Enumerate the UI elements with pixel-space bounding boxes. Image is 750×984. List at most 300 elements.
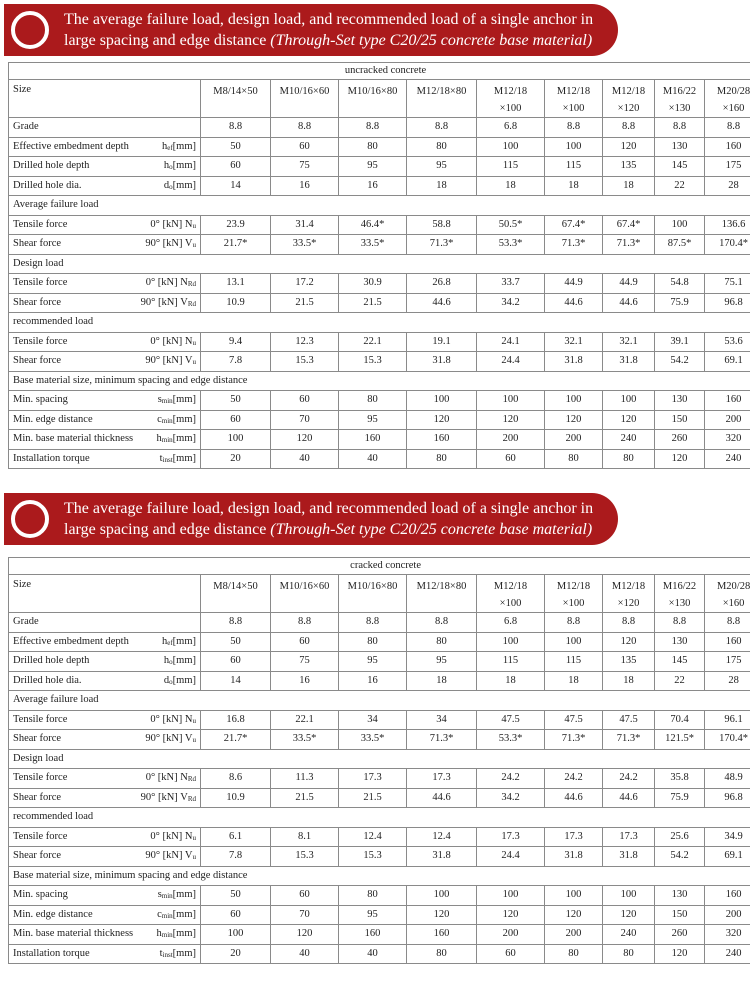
value-cell: 7.8 [201,352,271,372]
value-cell: 60 [271,632,339,652]
value-cell: 75 [271,652,339,672]
value-cell: 120 [407,905,477,925]
value-cell: 135 [603,157,655,177]
value-cell: 40 [339,944,407,964]
design-shear-row [9,788,750,808]
value-cell: 26.8 [407,274,477,294]
grade-row [9,613,750,633]
min-spacing-label-symbol [158,888,196,903]
avg-tensile-label [9,215,201,235]
value-cell: 95 [339,652,407,672]
size-line-2: ×130 [668,598,691,609]
size-line-2: ×120 [617,598,640,609]
size-line-1: M12/18 [611,581,646,592]
value-cell: 200 [705,905,750,925]
size-header-row [9,575,750,613]
embed-row [9,137,750,157]
design-load-heading: Design load [9,749,750,769]
hole-depth-label [9,157,201,177]
symbol-subscript: Rd [187,794,196,803]
circle-bullet-icon [11,11,49,49]
value-cell: 18 [477,176,545,196]
symbol-unit: [mm] [172,160,196,171]
symbol-unit: [mm] [172,452,196,464]
size-line-1: M12/18 [493,86,528,97]
symbol-letter: h [163,655,170,666]
min-edge-label-symbol [157,908,196,923]
value-cell: 24.4 [477,847,545,867]
value-cell: 44.6 [603,788,655,808]
avg-shear-label-symbol [145,237,196,252]
size-header-cell [477,575,545,613]
value-cell: 33.7 [477,274,545,294]
value-cell: 10.9 [201,293,271,313]
recommended-load-heading: recommended load [9,808,750,828]
symbol-subscript: o [169,658,173,666]
symbol-letter: h [161,635,168,647]
value-cell: 200 [477,925,545,945]
table-caption: uncracked concrete [9,63,750,80]
value-cell: 71.3* [545,730,603,750]
value-cell: 170.4* [705,730,750,750]
value-cell: 95 [407,652,477,672]
value-cell: 320 [705,925,750,945]
size-header-cell [339,80,407,118]
value-cell: 120 [603,410,655,430]
size-line-1: M10/16×60 [279,86,330,97]
value-cell: 145 [655,652,705,672]
symbol-subscript: u [192,736,196,744]
value-cell: 24.1 [477,332,545,352]
size-line-2: ×120 [617,103,640,114]
symbol-unit: [kN] [157,791,178,803]
value-cell: 160 [705,137,750,157]
banner-line-1: The average failure load, design load, and recommended load of a single anchor in [64,500,594,517]
value-cell: 33.5* [339,235,407,255]
value-cell: 16 [339,671,407,691]
value-cell: 31.8 [407,352,477,372]
value-cell: 8.8 [655,613,705,633]
design-load-row [9,749,750,769]
rec-tensile-label-text: Tensile force [13,335,68,347]
rec-tensile-label-text: Tensile force [13,830,68,842]
value-cell: 14 [201,671,271,691]
symbol-unit: [mm] [172,394,196,405]
value-cell: 31.8 [603,352,655,372]
min-edge-label-text: Min. edge distance [13,413,93,425]
value-cell: 200 [705,410,750,430]
value-cell: 80 [603,944,655,964]
value-cell: 35.8 [655,769,705,789]
value-cell: 58.8 [407,215,477,235]
torque-row [9,449,750,469]
rec-tensile-row [9,332,750,352]
value-cell: 170.4* [705,235,750,255]
avg-shear-row [9,235,750,255]
symbol-letter: c [157,908,162,920]
torque-label [9,449,201,469]
symbol-unit: [kN] [162,830,183,842]
table-caption: cracked concrete [9,558,750,575]
value-cell: 33.5* [271,235,339,255]
min-edge-label-text: Min. edge distance [13,908,93,920]
value-cell: 145 [655,157,705,177]
value-cell: 18 [545,671,603,691]
symbol-angle: 0° [150,335,160,347]
value-cell: 6.1 [201,827,271,847]
symbol-subscript: ef [167,638,173,647]
design-tensile-label [9,274,201,294]
rec-tensile-label [9,827,201,847]
hole-dia-row [9,671,750,691]
hole-dia-label-text: Drilled hole dia. [13,674,82,686]
value-cell: 240 [603,925,655,945]
design-tensile-row [9,769,750,789]
value-cell: 21.5 [271,293,339,313]
design-shear-row [9,293,750,313]
value-cell: 100 [477,886,545,906]
size-line-1: M12/18×80 [416,86,467,97]
symbol-letter: V [184,355,193,366]
value-cell: 136.6 [705,215,750,235]
circle-bullet-icon [11,500,49,538]
size-header-cell [271,575,339,613]
size-line-1: M10/16×60 [279,581,330,592]
value-cell: 115 [477,652,545,672]
symbol-subscript: u [192,833,196,842]
value-cell: 24.2 [545,769,603,789]
recommended-load-row [9,808,750,828]
banner-line-2-italic: (Through-Set type C20/25 concrete base material) [270,32,593,49]
design-tensile-label [9,769,201,789]
symbol-letter: t [159,452,163,464]
size-header-cell [603,575,655,613]
value-cell: 175 [705,157,750,177]
design-shear-label-text: Shear force [13,296,62,308]
embed-label-text: Effective embedment depth [13,140,129,152]
value-cell: 53.6 [705,332,750,352]
torque-label-text: Installation torque [13,947,90,959]
symbol-angle: 90° [145,733,161,744]
size-header-cell [705,575,750,613]
value-cell: 120 [271,430,339,450]
banner-line-2: large spacing and edge distance [64,32,271,49]
size-line-1: M16/22 [662,581,697,592]
data-table [8,62,750,469]
value-cell: 100 [545,886,603,906]
value-cell: 31.8 [545,352,603,372]
symbol-subscript: Rd [187,280,196,288]
value-cell: 6.8 [477,613,545,633]
torque-row [9,944,750,964]
avg-shear-label-symbol [145,732,196,747]
rec-shear-row [9,847,750,867]
size-line-2: ×100 [562,598,585,609]
symbol-letter: V [180,296,188,308]
min-spacing-row [9,391,750,411]
value-cell: 34 [407,710,477,730]
symbol-subscript: u [192,241,196,249]
symbol-angle: 0° [145,772,156,783]
value-cell: 18 [477,671,545,691]
value-cell: 8.8 [339,613,407,633]
value-cell: 60 [477,944,545,964]
value-cell: 120 [271,925,339,945]
value-cell: 21.5 [271,788,339,808]
value-cell: 8.8 [545,118,603,138]
grade-label-text: Grade [13,121,39,133]
value-cell: 10.9 [201,788,271,808]
symbol-subscript: ef [167,143,173,152]
value-cell: 75.1 [705,274,750,294]
symbol-unit: [kN] [162,733,183,744]
value-cell: 70 [271,410,339,430]
symbol-subscript: min [161,416,173,425]
symbol-letter: N [184,713,193,725]
banner-line-2-italic: (Through-Set type C20/25 concrete base material) [270,521,593,538]
value-cell: 18 [603,671,655,691]
value-cell: 12.4 [407,827,477,847]
design-shear-label-symbol [141,791,196,806]
grade-label-text: Grade [13,616,39,628]
avg-shear-label [9,730,201,750]
size-label: Size [9,80,201,118]
data-table [8,557,750,964]
grade-label [9,118,201,138]
value-cell: 100 [407,886,477,906]
value-cell: 54.8 [655,274,705,294]
value-cell: 44.6 [545,788,603,808]
value-cell: 17.2 [271,274,339,294]
value-cell: 8.8 [201,613,271,633]
value-cell: 115 [477,157,545,177]
value-cell: 40 [271,449,339,469]
symbol-letter: h [156,928,162,939]
min-thick-label-symbol [157,927,196,942]
value-cell: 17.3 [477,827,545,847]
value-cell: 8.8 [407,613,477,633]
value-cell: 25.6 [655,827,705,847]
hole-dia-label [9,671,201,691]
embed-label-symbol [162,140,196,155]
value-cell: 71.3* [407,235,477,255]
symbol-subscript: Rd [187,299,196,308]
value-cell: 71.3* [545,235,603,255]
value-cell: 40 [339,449,407,469]
value-cell: 80 [545,944,603,964]
value-cell: 18 [545,176,603,196]
value-cell: 46.4* [339,215,407,235]
symbol-unit: [mm] [172,908,196,920]
value-cell: 160 [339,430,407,450]
value-cell: 100 [477,391,545,411]
size-header-cell [545,80,603,118]
value-cell: 60 [477,449,545,469]
symbol-subscript: u [192,358,196,366]
base-material-row [9,866,750,886]
value-cell: 260 [655,430,705,450]
hole-dia-row [9,176,750,196]
size-label: Size [9,575,201,613]
symbol-subscript: o [169,182,173,191]
min-thick-label-text: Min. base material thickness [13,928,134,940]
value-cell: 200 [477,430,545,450]
size-header-cell [603,80,655,118]
value-cell: 96.1 [705,710,750,730]
value-cell: 28 [705,176,750,196]
symbol-letter: N [180,277,188,288]
value-cell: 6.8 [477,118,545,138]
size-line-2: ×100 [499,103,522,114]
hole-dia-label [9,176,201,196]
value-cell: 28 [705,671,750,691]
hole-dia-label-symbol [164,674,196,689]
value-cell: 8.8 [705,118,750,138]
value-cell: 75 [271,157,339,177]
min-thick-row [9,430,750,450]
symbol-letter: t [159,947,163,959]
min-spacing-row [9,886,750,906]
value-cell: 19.1 [407,332,477,352]
symbol-unit: [mm] [172,674,196,686]
symbol-subscript: Rd [187,775,196,783]
size-line-1: M8/14×50 [213,581,258,592]
min-spacing-label [9,886,201,906]
value-cell: 95 [339,905,407,925]
embed-label [9,137,201,157]
value-cell: 15.3 [339,847,407,867]
embed-label [9,632,201,652]
symbol-letter: V [180,791,188,803]
symbol-unit: [kN] [157,296,178,308]
symbol-unit: [mm] [172,947,196,959]
value-cell: 80 [407,632,477,652]
value-cell: 96.8 [705,293,750,313]
symbol-letter: V [184,850,193,861]
value-cell: 71.3* [603,235,655,255]
value-cell: 60 [271,886,339,906]
symbol-letter: N [184,218,193,230]
value-cell: 22 [655,671,705,691]
symbol-angle: 90° [145,850,161,861]
size-header-cell [201,575,271,613]
torque-label-text: Installation torque [13,452,90,464]
symbol-subscript: u [192,716,196,725]
min-thick-label-symbol [157,432,196,447]
min-spacing-label [9,391,201,411]
avg-shear-label [9,235,201,255]
min-thick-label [9,925,201,945]
value-cell: 20 [201,449,271,469]
value-cell: 8.8 [201,118,271,138]
size-line-1: M12/18 [611,86,646,97]
value-cell: 15.3 [271,847,339,867]
value-cell: 200 [545,430,603,450]
value-cell: 80 [407,449,477,469]
hole-depth-label-text: Drilled hole depth [13,160,90,172]
value-cell: 34.2 [477,788,545,808]
value-cell: 54.2 [655,352,705,372]
value-cell: 60 [271,391,339,411]
value-cell: 100 [407,391,477,411]
avg-shear-label-text: Shear force [13,733,62,745]
symbol-unit: [kN] [162,335,183,347]
symbol-unit: [kN] [162,850,183,861]
value-cell: 80 [603,449,655,469]
symbol-unit: [kN] [162,218,183,230]
section-banner [4,493,618,545]
value-cell: 175 [705,652,750,672]
avg-shear-row [9,730,750,750]
symbol-unit: [mm] [172,928,196,939]
hole-dia-label-text: Drilled hole dia. [13,179,82,191]
avg-tensile-label-text: Tensile force [13,218,68,230]
torque-label-symbol [160,452,196,467]
avg-failure-heading: Average failure load [9,691,750,711]
avg-failure-heading: Average failure load [9,196,750,216]
value-cell: 15.3 [339,352,407,372]
size-line-1: M12/18 [556,581,591,592]
value-cell: 50.5* [477,215,545,235]
symbol-subscript: min [161,931,173,939]
value-cell: 32.1 [603,332,655,352]
avg-shear-label-text: Shear force [13,238,62,250]
value-cell: 120 [655,449,705,469]
value-cell: 71.3* [407,730,477,750]
value-cell: 53.3* [477,235,545,255]
avg-tensile-label-text: Tensile force [13,713,68,725]
value-cell: 50 [201,137,271,157]
value-cell: 17.3 [407,769,477,789]
value-cell: 21.7* [201,730,271,750]
min-edge-label [9,905,201,925]
symbol-unit: [mm] [172,179,196,191]
value-cell: 115 [545,157,603,177]
min-edge-label [9,410,201,430]
value-cell: 44.6 [545,293,603,313]
avg-tensile-row [9,710,750,730]
value-cell: 8.1 [271,827,339,847]
value-cell: 60 [201,410,271,430]
symbol-letter: d [163,179,170,191]
rec-shear-label-text: Shear force [13,850,62,862]
value-cell: 33.5* [271,730,339,750]
size-line-2: ×130 [668,103,691,114]
size-header-cell [201,80,271,118]
rec-shear-label-symbol [145,354,196,369]
value-cell: 60 [271,137,339,157]
symbol-letter: s [157,889,162,900]
design-shear-label [9,293,201,313]
value-cell: 16 [339,176,407,196]
value-cell: 21.5 [339,293,407,313]
value-cell: 115 [545,652,603,672]
design-tensile-row [9,274,750,294]
value-cell: 95 [407,157,477,177]
value-cell: 24.2 [477,769,545,789]
value-cell: 54.2 [655,847,705,867]
embed-row [9,632,750,652]
symbol-angle: 0° [145,277,156,288]
value-cell: 240 [603,430,655,450]
caption-row [9,558,750,575]
symbol-unit: [kN] [162,355,183,366]
torque-label [9,944,201,964]
value-cell: 53.3* [477,730,545,750]
value-cell: 20 [201,944,271,964]
avg-tensile-label-symbol [150,713,196,728]
value-cell: 69.1 [705,847,750,867]
